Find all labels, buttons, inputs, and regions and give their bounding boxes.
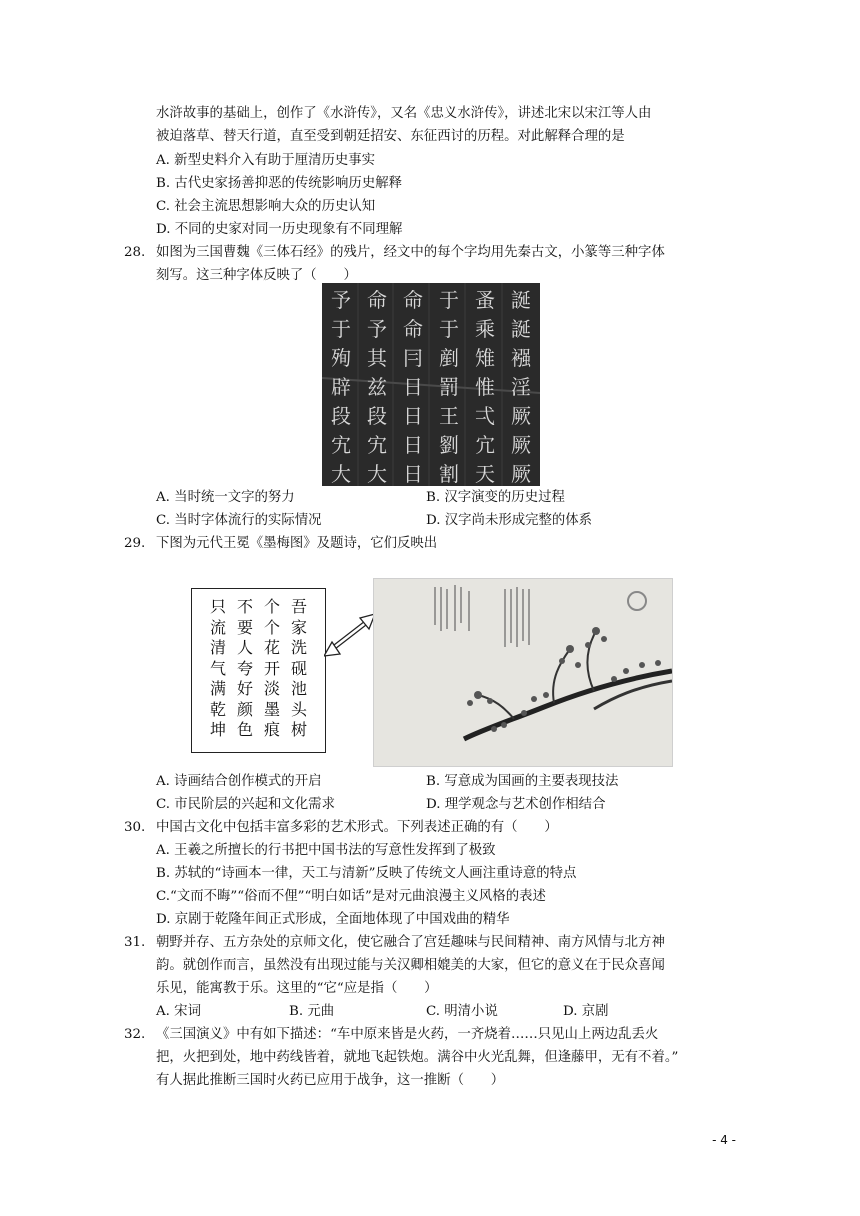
q30-option-c: C.“文而不晦”“俗而不俚”“明白如话”是对元曲浪漫主义风格的表述 [156,889,546,904]
poem-character: 不 [236,597,253,616]
q31-number: 31. [124,935,146,950]
poem-character: 吾 [290,597,307,616]
poem-character: 开 [263,658,280,678]
q27-stem-line-1: 水浒故事的基础上，创作了《水浒传》，又名《忠义水浒传》，讲述北宋以宋江等人由 [156,106,652,121]
poem-box [191,588,326,753]
q30-option-d: D. 京剧于乾隆年间正式形成，全面地体现了中国戏曲的精华 [156,912,510,927]
q31-option-b: B. 元曲 [289,1004,335,1019]
poem-character: 花 [263,638,280,657]
poem-column-1 [289,597,309,741]
poem-character: 砚 [290,658,307,678]
q30-option-a: A. 王羲之所擅长的行书把中国书法的写意性发挥到了极致 [156,843,496,858]
q31-stem-line-1: 朝野并存、五方杂处的京师文化，使它融合了宫廷趣味与民间精神、南方风情与北方神 [156,935,665,950]
q28-number: 28. [124,245,146,260]
poem-character: 只 [209,597,226,616]
poem-character: 要 [236,617,253,637]
q28-stem-line-2: 刻写。这三种字体反映了（ ） [156,268,357,283]
poem-character: 个 [263,597,280,616]
page-number: - 4 - [712,1133,736,1147]
poem-character: 洗 [290,638,307,657]
q29-option-a: A. 诗画结合创作模式的开启 [156,774,322,789]
poem-character: 气 [209,658,226,678]
poem-character: 满 [209,679,226,698]
q28-stem-line-1: 如图为三国曹魏《三体石经》的残片，经文中的每个字均用先秦古文，小篆等三种字体 [156,245,665,260]
poem-character: 颜 [236,699,253,719]
q32-stem-line-1: 《三国演义》中有如下描述：“车中原来皆是火药，一齐烧着……只见山上两边乱丢火 [156,1027,659,1042]
poem-character: 树 [290,720,307,739]
poem-character: 人 [236,638,253,657]
poem-character: 乾 [209,699,226,719]
q28-option-a: A. 当时统一文字的努力 [156,490,295,505]
poem-character: 流 [209,617,226,637]
poem-column-4 [208,597,228,741]
q27-option-a: A. 新型史料介入有助于厘清历史事实 [156,153,376,168]
q30-stem: 中国古文化中包括丰富多彩的艺术形式。下列表述正确的有（ ） [156,820,558,835]
poem-character: 池 [290,679,307,698]
q29-number: 29. [124,536,146,551]
poem-character: 好 [236,679,253,698]
q32-stem-line-3: 有人据此推断三国时火药已应用于战争，这一推断（ ） [156,1073,505,1088]
q30-number: 30. [124,820,146,835]
poem-character: 坤 [209,720,226,739]
poem-character: 墨 [263,699,280,719]
q31-stem-line-3: 乐见，能寓教于乐。这里的“它“应是指（ ） [156,981,438,996]
poem-character: 淡 [263,679,280,698]
q27-stem-line-2: 被迫落草、替天行道，直至受到朝廷招安、东征西讨的历程。对此解释合理的是 [156,129,625,144]
q31-option-c: C. 明清小说 [426,1004,498,1019]
q29-option-d: D. 理学观念与艺术创作相结合 [426,797,606,812]
double-arrow [324,610,376,660]
poem-character: 清 [209,638,226,657]
q29-option-c: C. 市民阶层的兴起和文化需求 [156,797,335,812]
q27-option-d: D. 不同的史家对同一历史现象有不同理解 [156,222,403,237]
q31-stem-line-2: 韵。就创作而言，虽然没有出现过能与关汉卿相媲美的大家，但它的意义在于民众喜闻 [156,958,665,973]
poem-column-2 [262,597,282,741]
poem-character: 家 [290,617,307,637]
q28-option-d: D. 汉字尚未形成完整的体系 [426,513,593,528]
plum-branch-drawing [374,579,672,766]
q29-option-b: B. 写意成为国画的主要表现技法 [426,774,619,789]
q28-option-b: B. 汉字演变的历史过程 [426,490,565,505]
poem-character: 色 [236,720,253,739]
q27-option-c: C. 社会主流思想影响大众的历史认知 [156,199,376,214]
poem-character: 头 [290,699,307,719]
poem-character: 夸 [236,658,253,678]
q32-stem-line-2: 把，火把到处，地中药线皆着，就地飞起铁炮。满谷中火光乱舞，但逢藤甲，无有不着。” [156,1050,679,1065]
q29-stem: 下图为元代王冕《墨梅图》及题诗，它们反映出 [156,536,438,551]
poem-character: 个 [263,617,280,637]
q31-option-a: A. 宋词 [156,1004,201,1019]
q32-number: 32. [124,1027,146,1042]
stone-classics-rubbing-image: 予 于 殉 辟 段 宄 大 命 予 其 兹 段 宄 大 命 命 冃 日 日 日 日 于 于 剷 罰 王 劉 割 蚤 乘 雉 惟 弌 宂 天 誕 誕 襁 淫 厥 厥 厥 [322,283,540,486]
poem-character: 痕 [263,720,280,739]
q27-option-b: B. 古代史家扬善抑恶的传统影响历史解释 [156,176,402,191]
q31-option-d: D. 京剧 [563,1004,609,1019]
poem-column-3 [235,597,255,741]
ink-plum-painting-image [373,578,673,767]
q28-option-c: C. 当时字体流行的实际情况 [156,513,322,528]
q30-option-b: B. 苏轼的“诗画本一律，天工与清新”反映了传统文人画注重诗意的特点 [156,866,577,881]
